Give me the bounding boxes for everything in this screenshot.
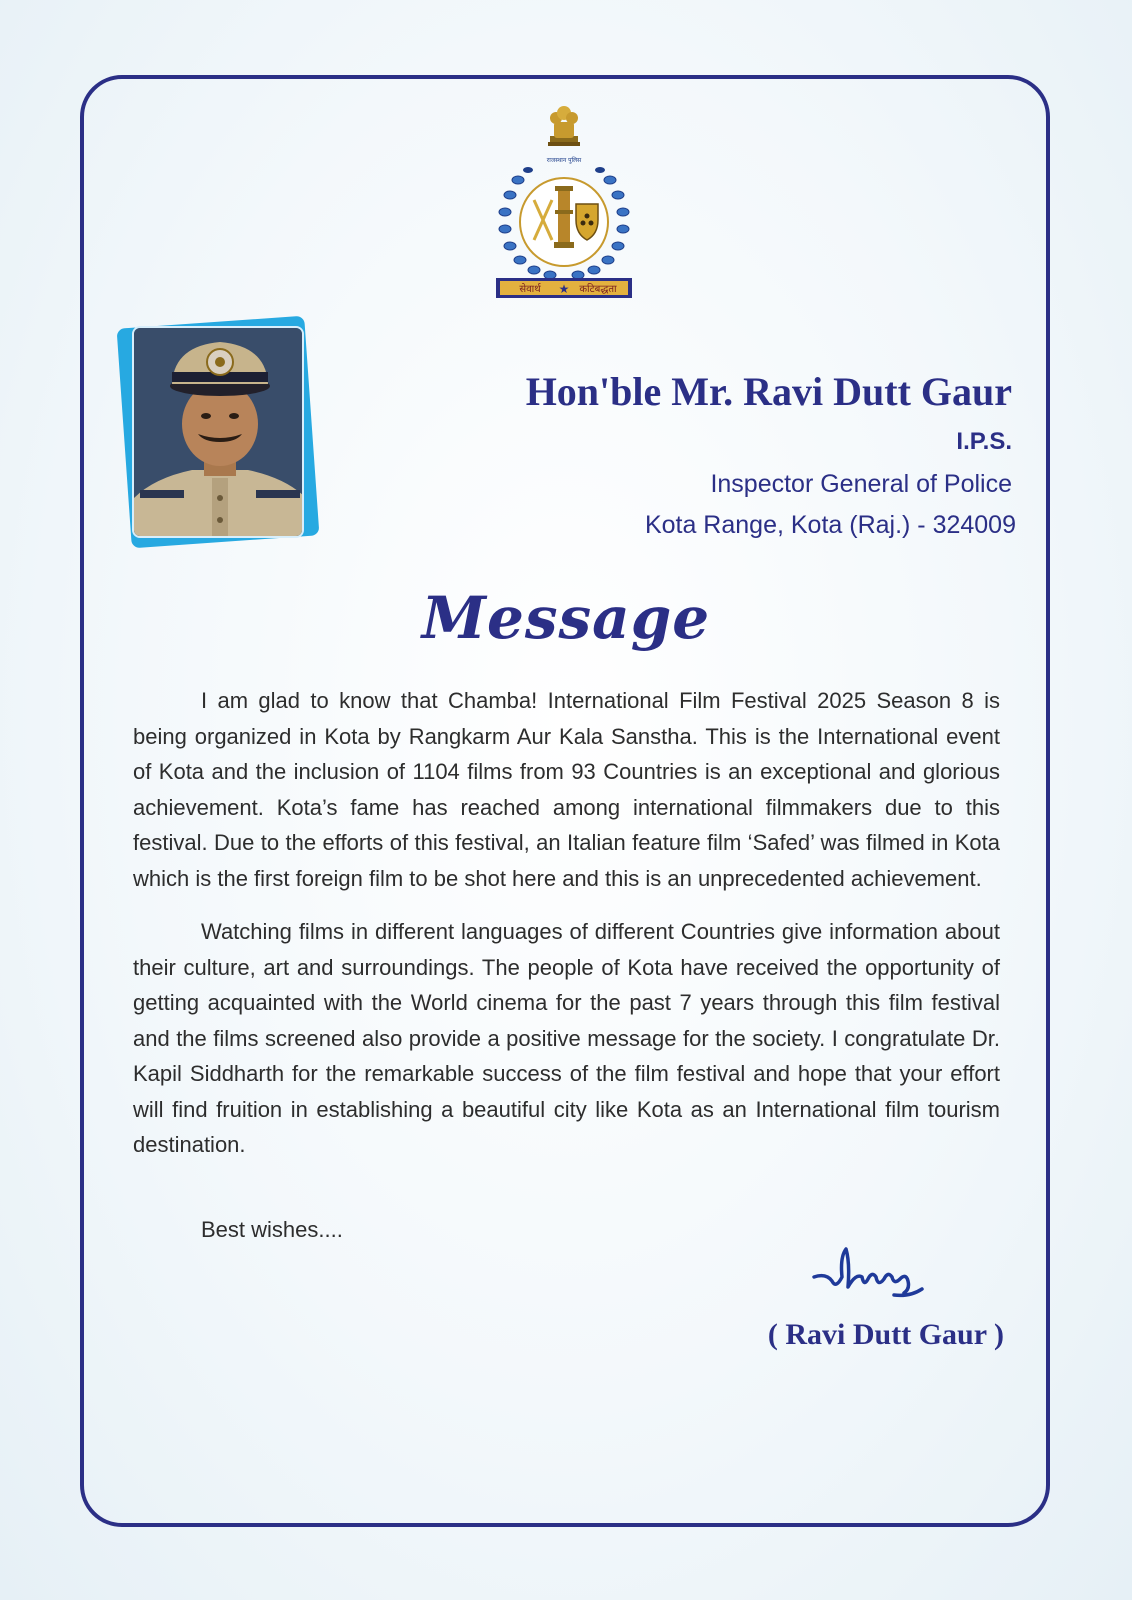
- message-paragraph-1: I am glad to know that Chamba! International Film Festival 2025 Season 8 is being organized in Kota by Rangkarm Aur Kala Sanstha. This is the International event of Kota and the inclusion of 1104 films from 93 Countries is an exceptional and glorious achievement. Kota’s fame has reached among international filmmakers due to this festival. Due to the efforts of this festival, an Italian feature film ‘Safed’ was filmed in Kota which is the first foreign film to be shot here and this is an unprecedented achievement.: [133, 688, 1000, 891]
- svg-text:★: ★: [558, 282, 570, 296]
- officer-photo: [132, 326, 304, 538]
- message-paragraph-2: Watching films in different languages of different Countries give information about their culture, art and surroundings. The people of Kota have received the opportunity of getting acquainted with the World cinema for the past 7 years through this film festival and the films screened also provide a positive message for the society. I congratulate Dr. Kapil Siddharth for the remarkable success of the film festival and hope that your effort will find fruition in establishing a beautiful city like Kota as an International film tourism destination.: [133, 919, 1000, 1157]
- handwritten-signature-icon: [806, 1243, 936, 1313]
- officer-portrait-icon: [134, 328, 304, 538]
- office-address: Kota Range, Kota (Raj.) - 324009: [644, 511, 1016, 539]
- service-label: I.P.S.: [956, 428, 1012, 455]
- closing-text: Best wishes....: [201, 1217, 343, 1242]
- message-heading: Message: [421, 584, 711, 652]
- rajasthan-police-emblem-icon: [490, 100, 638, 300]
- emblem-motto-right: कटिबद्धता: [579, 284, 617, 295]
- signatory-name: ( Ravi Dutt Gaur ): [767, 1318, 1004, 1351]
- emblem-top-text: राजस्थान पुलिस: [546, 157, 582, 164]
- designation: Inspector General of Police: [710, 470, 1012, 498]
- emblem-motto-left: सेवार्थ: [519, 284, 541, 295]
- officer-name: Hon'ble Mr. Ravi Dutt Gaur: [525, 369, 1012, 414]
- message-body: [133, 683, 1000, 1181]
